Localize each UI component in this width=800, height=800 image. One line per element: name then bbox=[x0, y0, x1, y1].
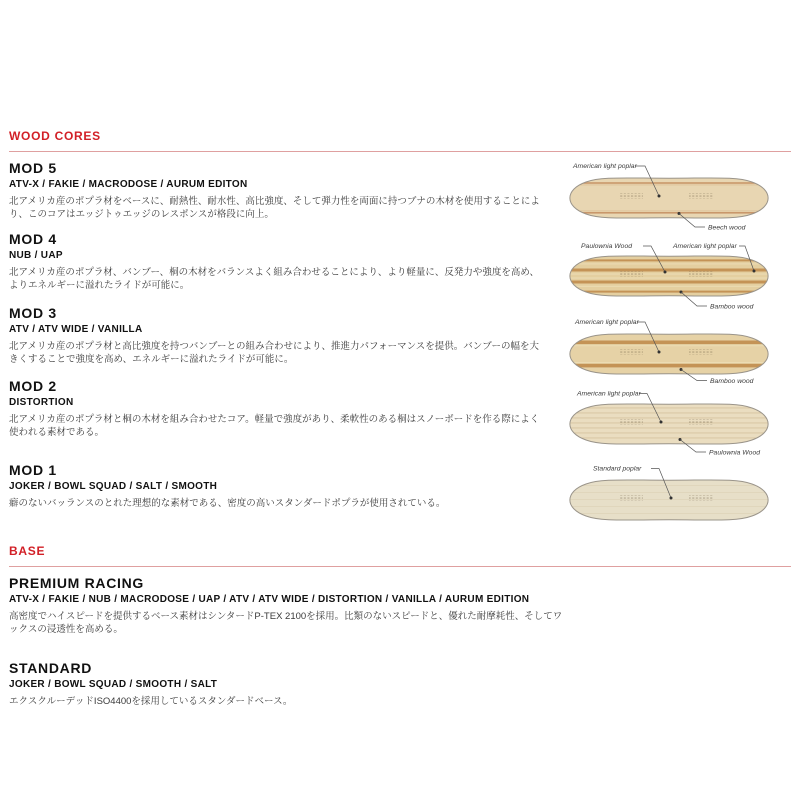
wood-cores-text-column bbox=[9, 154, 547, 510]
insert-dots bbox=[619, 495, 643, 500]
mod4-entry bbox=[9, 231, 547, 292]
wood-label: Standard poplar bbox=[593, 465, 642, 473]
base-type-description: エクスクルーデッドISO4400を採用しているスタンダードベース。 bbox=[9, 696, 293, 708]
base-type-models: ATV-X / FAKIE / NUB / MACRODOSE / UAP / ATV / ATV WIDE / DISTORTION / VANILLA / AURUM EDITION bbox=[9, 594, 530, 605]
wood-label: American light poplar bbox=[577, 390, 641, 398]
board-mod3-figure bbox=[547, 314, 797, 386]
mod-description: 北アメリカ産のポプラ材と高比強度を持つバンブーとの組み合わせにより、推進力パフォーマンスを提供。バンブーの幅を大きくすることで強度を高め、エネルギーに溢れたライドが可能に。 bbox=[9, 340, 540, 365]
mod2-entry bbox=[9, 378, 547, 439]
mod-models: NUB / UAP bbox=[9, 250, 63, 262]
premium-racing-entry bbox=[9, 575, 791, 636]
mod-models: ATV-X / FAKIE / MACRODOSE / AURUM EDITON bbox=[9, 179, 248, 190]
wood-label: American light poplar bbox=[573, 163, 637, 170]
base-type-title: STANDARD bbox=[9, 660, 93, 677]
wood-label: Bamboo wood bbox=[710, 378, 754, 385]
mod-title: MOD 1 bbox=[9, 461, 57, 478]
mod5-entry bbox=[9, 160, 547, 221]
wood-label: Beech wood bbox=[708, 224, 746, 232]
insert-dots bbox=[689, 495, 713, 500]
base-heading: BASE bbox=[9, 544, 46, 558]
base-type-models: JOKER / BOWL SQUAD / SMOOTH / SALT bbox=[9, 679, 218, 691]
mod-models: ATV / ATV WIDE / VANILLA bbox=[9, 323, 143, 335]
mod1-entry bbox=[9, 462, 547, 511]
board-mod4-figure bbox=[547, 238, 797, 314]
section-divider bbox=[9, 151, 791, 152]
wood-label: American light poplar bbox=[575, 319, 639, 326]
snowboard-outline bbox=[570, 256, 768, 296]
mod-description: 北アメリカ産のポプラ材と桐の木材を組み合わせたコア。軽量で強度があり、柔軟性のある桐はスノーボードを作る際によく使われる素材である。 bbox=[9, 414, 540, 439]
insert-dots bbox=[689, 349, 713, 354]
mod-title: MOD 5 bbox=[9, 160, 57, 176]
wood-cores-section bbox=[9, 129, 791, 528]
base-type-title: PREMIUM RACING bbox=[9, 575, 145, 591]
snowboard-outline bbox=[570, 480, 768, 520]
board-mod5-figure bbox=[547, 156, 797, 238]
wood-label: Paulownia Wood bbox=[709, 449, 761, 457]
mod-description: 癖のないバッランスのとれた理想的な素材である、密度の高いスタンダードポプラが使用されている。 bbox=[9, 497, 446, 509]
wood-label: Bamboo wood bbox=[710, 303, 754, 311]
standard-entry bbox=[9, 660, 791, 709]
insert-dots bbox=[619, 419, 643, 424]
board-diagrams-column bbox=[547, 154, 799, 528]
mod3-entry bbox=[9, 305, 547, 366]
insert-dots bbox=[689, 193, 713, 198]
snowboard-outline bbox=[570, 334, 768, 374]
insert-dots bbox=[619, 193, 643, 198]
mod-title: MOD 2 bbox=[9, 378, 57, 395]
wood-cores-heading: WOOD CORES bbox=[9, 129, 101, 143]
insert-dots bbox=[619, 271, 643, 276]
section-divider bbox=[9, 566, 791, 567]
mod-title: MOD 3 bbox=[9, 304, 57, 321]
wood-label: American light poplar bbox=[673, 243, 737, 250]
mod-models: JOKER / BOWL SQUAD / SALT / SMOOTH bbox=[9, 480, 218, 492]
mod-models: DISTORTION bbox=[9, 397, 74, 409]
board-mod2-figure bbox=[547, 386, 797, 460]
insert-dots bbox=[689, 271, 713, 276]
base-section bbox=[9, 544, 791, 709]
insert-dots bbox=[619, 349, 643, 354]
board-mod1-figure bbox=[547, 460, 797, 528]
mod-title: MOD 4 bbox=[9, 231, 57, 248]
wood-label: Paulownia Wood bbox=[581, 243, 633, 250]
base-type-description: 高密度でハイスピードを提供するベース素材はシンタードP-TEX 2100を採用。比類のないスピードと、優れた耐摩耗性、そしてワックスの浸透性を高める。 bbox=[9, 611, 563, 635]
insert-dots bbox=[689, 419, 713, 424]
mod-description: 北アメリカ産のポプラ材、バンブー、桐の木材をバランスよく組み合わせることにより、より軽量に、反発力や強度を高め、よりエネルギーに溢れたライドが可能に。 bbox=[9, 267, 540, 292]
mod-description: 北アメリカ産のポプラ材をベースに、耐熱性、耐水性、高比強度、そして弾力性を両面に持つブナの木材を使用することにより、このコアはエッジトゥエッジのレスポンスが格段に向上。 bbox=[9, 196, 540, 220]
